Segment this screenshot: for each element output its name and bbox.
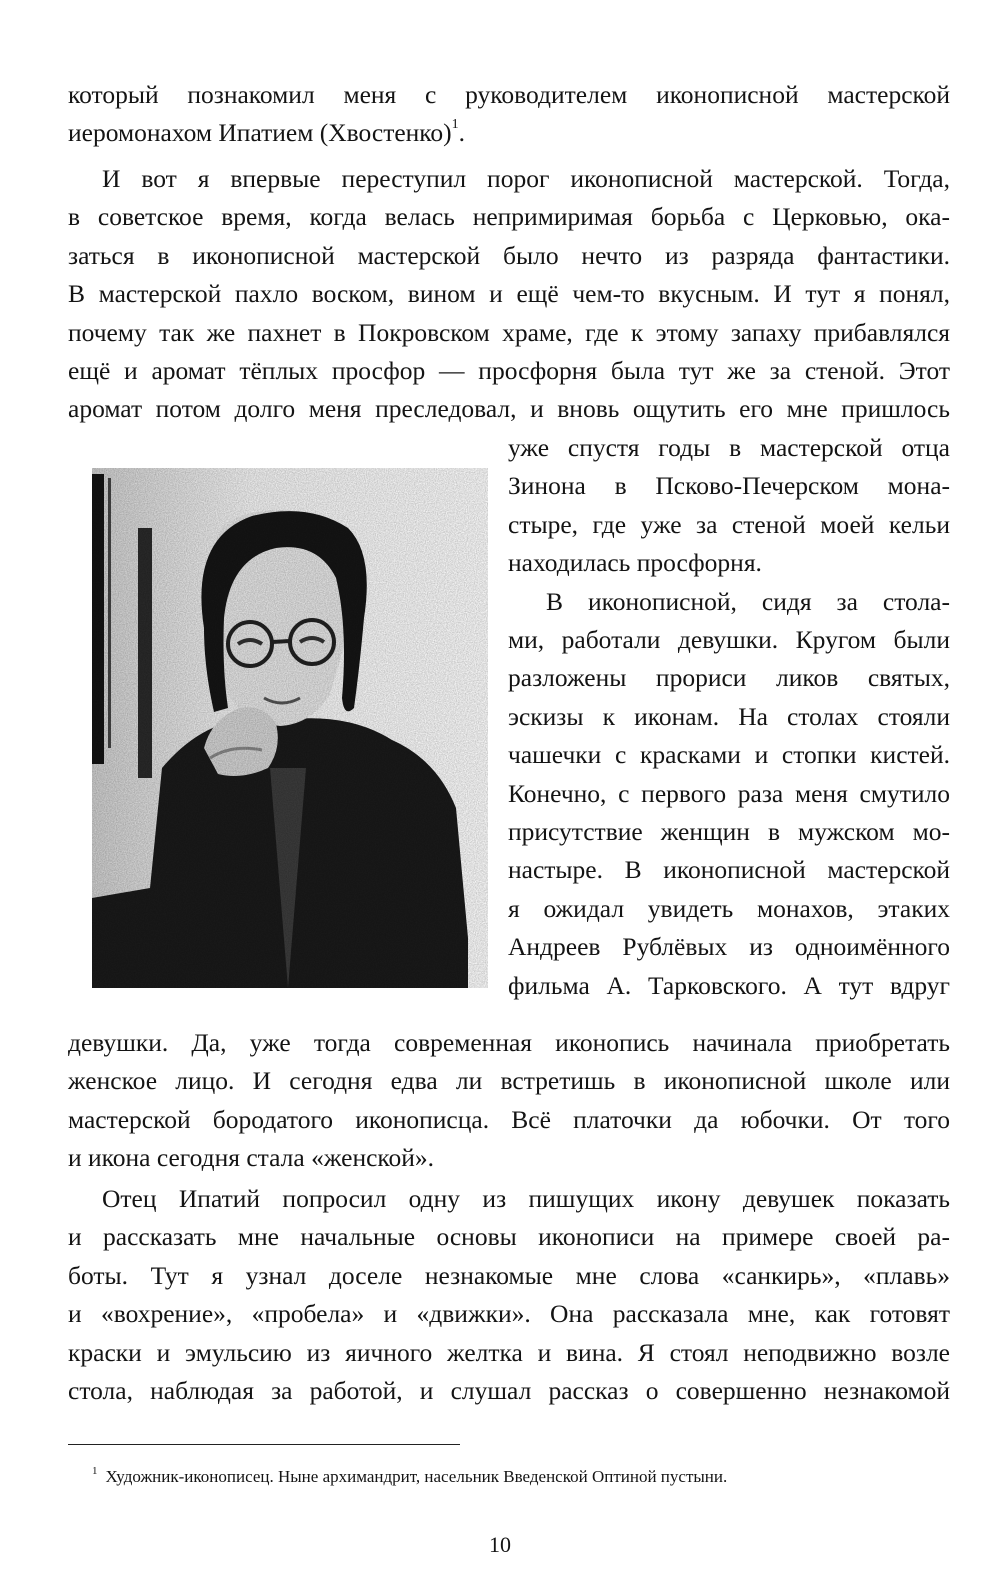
text-line: чашечки с красками и стопки кистей. [508,740,950,770]
text-line: фильма А. Тарковского. А тут вдруг [508,970,950,1000]
page-number: 10 [489,1532,511,1557]
text-line: и икона сегодня стала «женской». [68,1143,435,1173]
text-line: В мастерской пахло воском, вином и ещё чем-то вкусным. И тут я понял, [68,279,950,309]
footnote-marker: 1 [92,1465,98,1477]
paragraph-workshop-entry [68,160,950,429]
text-line: который познакомил меня с руководителем иконописной мастерской [68,80,950,109]
footnote-ref[interactable]: 1 [451,117,459,133]
text-line: настыре. В иконописной мастерской [508,855,950,885]
text-line: ещё и аромат тёплых просфор — просфорня была тут же за стеной. Этот [68,356,950,386]
text-fragment: иеромонахом Ипатием (Хвостенко) [68,118,452,148]
text-line: краски и эмульсию из яичного желтка и вина. Я стоял неподвижно возле [68,1337,950,1367]
paragraph-father-ipatiy [68,1180,950,1410]
text-line: женское лицо. И сегодня едва ли встретишь в иконописной школе или [68,1066,950,1096]
text-line: Андреев Рублёвых из одноимённого [508,932,950,962]
text-line: боты. Тут я узнал доселе незнакомые мне слова «санкирь», «плавь» [68,1260,950,1290]
text-line: эскизы к иконам. На столах стояли [508,701,950,731]
text-fragment: . [458,118,466,148]
text-line: почему так же пахнет в Покровском храме, где к этому запаху прибавлялся [68,317,950,347]
footnote [92,1466,892,1488]
text-line: уже спустя годы в мастерской отца [508,433,950,462]
paragraph-girls [68,1024,950,1178]
text-line: В иконописной, сидя за стола- [546,586,950,616]
text-line: ми, работали девушки. Кругом были [508,625,950,655]
footnote-text: Художник-иконописец. Ныне архимандрит, насельник Введенской Оптиной пустыни. [105,1467,728,1486]
text-line: разложены прориси ликов святых, [508,663,950,693]
text-line: и рассказать мне начальные основы иконописи на примере своей ра- [68,1222,950,1252]
text-line: Отец Ипатий попросил одну из пишущих икону девушек показать [102,1184,950,1213]
text-line: И вот я впервые переступил порог иконописной мастерской. Тогда, [102,164,950,193]
text-line: и «вохрение», «пробела» и «движки». Она рассказала мне, как готовят [68,1299,950,1329]
text-line: стола, наблюдая за работой, и слушал рассказ о совершенно незнакомой [68,1376,950,1406]
footnote-divider [68,1444,460,1445]
text-line: в советское время, когда велась непримиримая борьба с Церковью, ока- [68,202,950,232]
text-line: Зинона в Псково-Печерском мона- [508,471,950,501]
text-line: находилась просфорня. [508,548,762,578]
portrait-photo [92,468,488,988]
text-line: девушки. Да, уже тогда современная иконопись начинала приобретать [68,1028,950,1057]
text-line [68,114,950,152]
paragraph-wrap-column [508,429,950,1005]
text-line: присутствие женщин в мужском мо- [508,817,950,847]
text-line: мастерской бородатого иконописца. Всё платочки да юбочки. От того [68,1104,950,1134]
text-line: я ожидал увидеть монахов, этаких [508,893,950,923]
text-line: стыре, где уже за стеной моей кельи [508,509,950,539]
paragraph-intro [68,76,950,153]
text-line: аромат потом долго меня преследовал, и вновь ощутить его мне пришлось [68,394,950,424]
text-line: заться в иконописной мастерской было нечто из разряда фантастики. [68,240,950,270]
text-line: Конечно, с первого раза меня смутило [508,778,950,808]
